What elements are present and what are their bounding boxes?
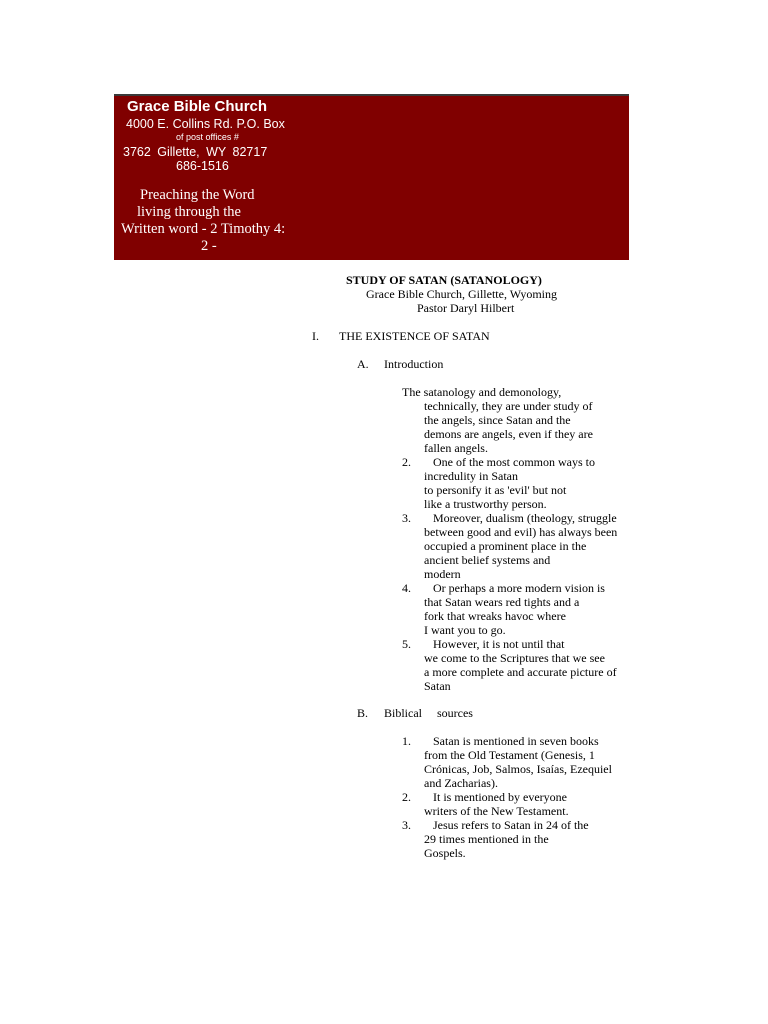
list-item-line: we come to the Scriptures that we see [424, 651, 605, 665]
church-name: Grace Bible Church [127, 98, 268, 115]
address-line-2: of post offices # [176, 132, 239, 142]
list-item-line: fork that wreaks havoc where [424, 609, 566, 623]
list-item-line: between good and evil) has always been [424, 525, 618, 539]
intro-line: fallen angels. [424, 441, 488, 455]
list-item-line: Satan [424, 679, 451, 693]
list-item-line: modern [424, 567, 461, 581]
phone-number: 686-1516 [176, 159, 229, 173]
motto-line-3: Written word - 2 Timothy 4: [121, 221, 286, 237]
list-item-line: 29 times mentioned in the [424, 832, 549, 846]
list-item-number: 2. [402, 455, 411, 469]
address-line-1: 4000 E. Collins Rd. P.O. Box [126, 117, 285, 131]
church-header-banner [114, 94, 629, 260]
list-item-line: One of the most common ways to [424, 455, 595, 469]
list-item-line: Crónicas, Job, Salmos, Isaías, Ezequiel [424, 762, 612, 776]
list-item-line: writers of the New Testament. [424, 804, 569, 818]
list-item-number: 4. [402, 581, 411, 595]
list-item-line: Gospels. [424, 846, 466, 860]
list-item-number: 5. [402, 637, 411, 651]
intro-line: the angels, since Satan and the [424, 413, 571, 427]
document-title: STUDY OF SATAN (SATANOLOGY) [346, 273, 542, 287]
list-item-line: I want you to go. [424, 623, 506, 637]
list-item-line: and Zacharias). [424, 776, 498, 790]
motto-line-4: 2 - [201, 238, 217, 254]
list-item-line: that Satan wears red tights and a [424, 595, 580, 609]
section-number: I. [312, 329, 319, 343]
list-item-number: 2. [402, 790, 411, 804]
list-item-number: 3. [402, 818, 411, 832]
subsection-b-heading: Biblical sources [384, 706, 473, 720]
section-heading: THE EXISTENCE OF SATAN [339, 329, 490, 343]
intro-first-line: The satanology and demonology, [402, 385, 562, 399]
subsection-b-letter: B. [357, 706, 369, 720]
intro-line: technically, they are under study of [424, 399, 593, 413]
list-item-line: Moreover, dualism (theology, struggle [424, 511, 617, 525]
list-item-line: from the Old Testament (Genesis, 1 [424, 748, 595, 762]
list-item-line: However, it is not until that [424, 637, 565, 651]
list-item-number: 3. [402, 511, 411, 525]
motto-line-2: living through the [137, 204, 241, 220]
list-item-line: a more complete and accurate picture of [424, 665, 617, 679]
list-item-line: to personify it as 'evil' but not [424, 483, 567, 497]
list-item-line: incredulity in Satan [424, 469, 518, 483]
document-subtitle-church: Grace Bible Church, Gillette, Wyoming [366, 287, 558, 301]
intro-line: demons are angels, even if they are [424, 427, 593, 441]
list-item-number: 1. [402, 734, 411, 748]
list-item-line: It is mentioned by everyone [424, 790, 567, 804]
list-item-line: occupied a prominent place in the [424, 539, 587, 553]
list-item-line: Or perhaps a more modern vision is [424, 581, 605, 595]
motto-line-1: Preaching the Word [140, 187, 255, 203]
list-item-line: ancient belief systems and [424, 553, 551, 567]
subsection-a-heading: Introduction [384, 357, 444, 371]
list-item-line: Jesus refers to Satan in 24 of the [424, 818, 589, 832]
subsection-a-letter: A. [357, 357, 369, 371]
document-subtitle-pastor: Pastor Daryl Hilbert [417, 301, 515, 315]
list-item-line: like a trustworthy person. [424, 497, 547, 511]
list-item-line: Satan is mentioned in seven books [424, 734, 599, 748]
address-line-3: 3762 Gillette, WY 82717 [123, 145, 268, 159]
